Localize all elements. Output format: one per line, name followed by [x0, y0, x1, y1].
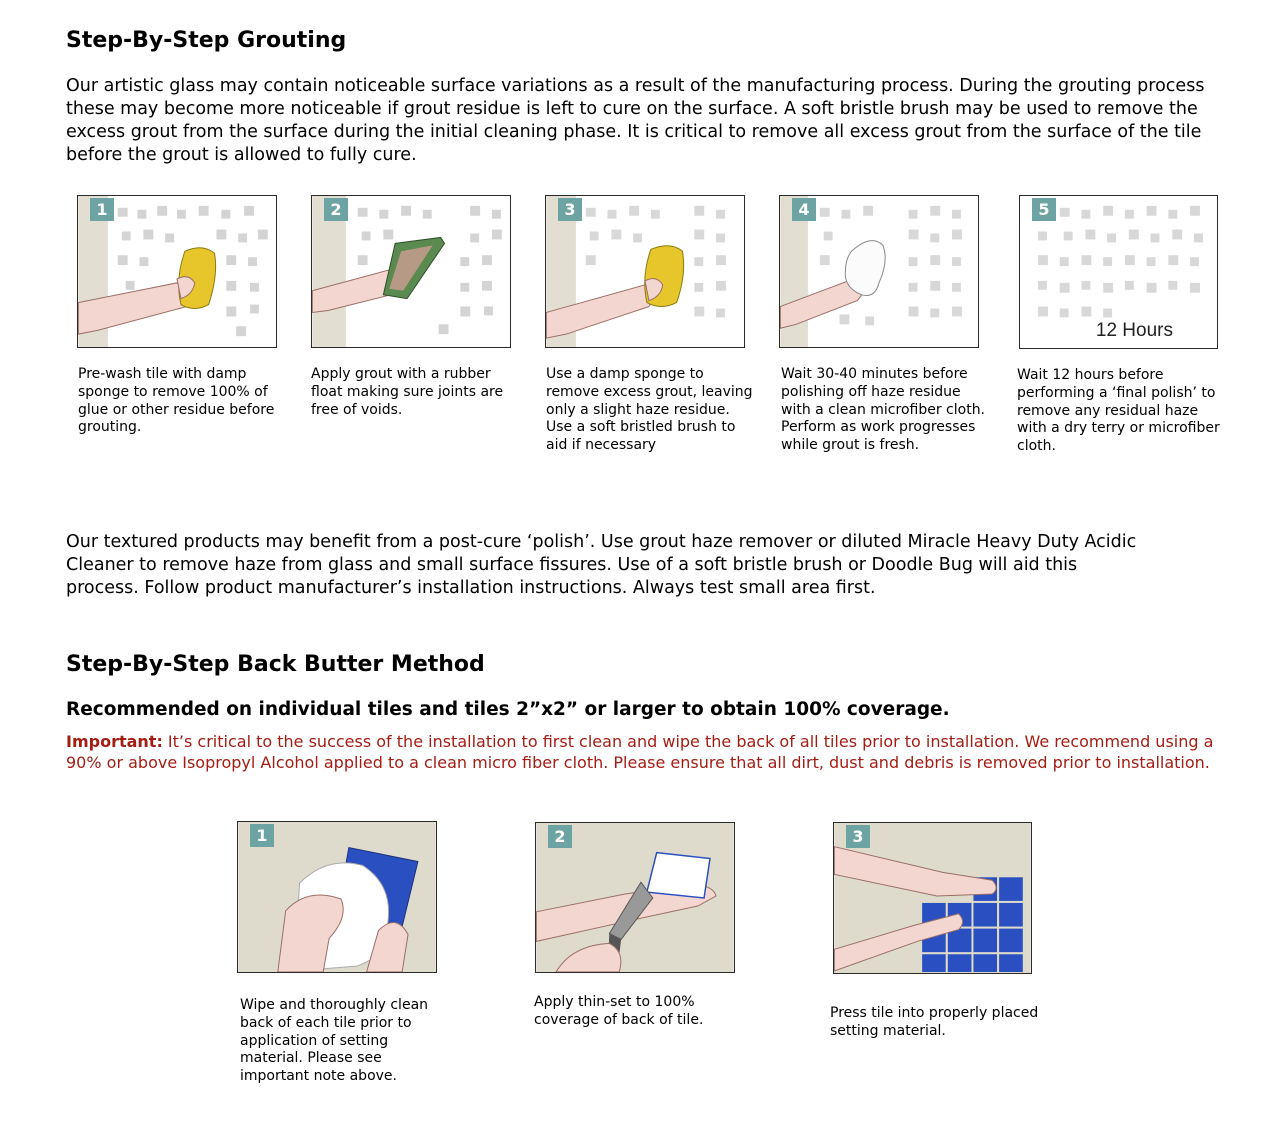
grouting-step-5-caption: Wait 12 hours before performing a ‘final polish’ to remove any residual haze with a dry terry or microfiber cloth. [1017, 367, 1220, 455]
step-3-badge: 3 [558, 198, 582, 221]
back-butter-step-2-caption: Apply thin-set to 100% coverage of back of tile. [534, 994, 704, 1028]
step-5-badge: 5 [1032, 198, 1056, 221]
grouting-step-1-caption: Pre-wash tile with damp sponge to remove 100% of glue or other residue before grouting. [78, 366, 275, 436]
important-note [66, 732, 1216, 773]
back-butter-step-1-image [237, 821, 437, 973]
grouting-step-1-image [77, 195, 277, 348]
grouting-step-4-caption: Wait 30-40 minutes before polishing off haze residue with a clean microfiber cloth. Perform as work progresses while grout is fresh. [781, 366, 986, 454]
step-4-badge: 4 [792, 198, 816, 221]
grouting-step-3-caption: Use a damp sponge to remove excess grout, leaving only a slight haze residue. Use a soft bristled brush to aid if necessary [546, 366, 753, 454]
back-butter-step-3-image [833, 822, 1032, 974]
back-butter-step-1-caption: Wipe and thoroughly clean back of each tile prior to application of setting material. Please see important note above. [240, 997, 429, 1085]
grouting-step-5-image [1019, 195, 1218, 349]
back-step-1-badge: 1 [250, 824, 274, 847]
important-label: Important: [66, 732, 163, 751]
grouting-step-2-image [311, 195, 511, 348]
back-step-3-badge: 3 [846, 825, 870, 848]
grouting-outro: Our textured products may benefit from a post-cure ‘polish’. Use grout haze remover or diluted Miracle Heavy Duty Acidic Cleaner to remove haze from glass and small surface fissures. Use of a soft bristle brush or Doodle Bug will aid this process. Follow product manufacturer’s installation instructions. Always test small area first. [66, 532, 1137, 598]
grouting-title: Step-By-Step Grouting [66, 28, 347, 53]
hours-label: 12 Hours [1095, 320, 1173, 341]
step-1-badge: 1 [90, 198, 114, 221]
step-2-badge: 2 [324, 198, 348, 221]
grouting-step-4-image [779, 195, 979, 348]
back-step-2-badge: 2 [548, 825, 572, 848]
back-butter-step-2-image [535, 822, 735, 973]
back-butter-subtitle: Recommended on individual tiles and tiles 2”x2” or larger to obtain 100% coverage. [66, 699, 950, 720]
grouting-intro: Our artistic glass may contain noticeable surface variations as a result of the manufacturing process. During the grouting process these may become more noticeable if grout residue is left to cure on the surface. A soft bristle brush may be used to remove the excess grout from the surface during the initial cleaning phase. It is critical to remove all excess grout from the surface of the tile before the grout is allowed to fully cure. [66, 76, 1205, 165]
back-butter-step-3-caption: Press tile into properly placed setting material. [830, 1005, 1039, 1039]
important-text: It’s critical to the success of the installation to first clean and wipe the back of all tiles prior to installation. We recommend using a 90% or above Isopropyl Alcohol applied to a clean micro fiber cloth. Please ensure that all dirt, dust and debris is removed prior to installation. [66, 732, 1214, 772]
back-butter-title: Step-By-Step Back Butter Method [66, 652, 485, 677]
grouting-step-2-caption: Apply grout with a rubber float making sure joints are free of voids. [311, 366, 504, 418]
grouting-step-3-image [545, 195, 745, 348]
